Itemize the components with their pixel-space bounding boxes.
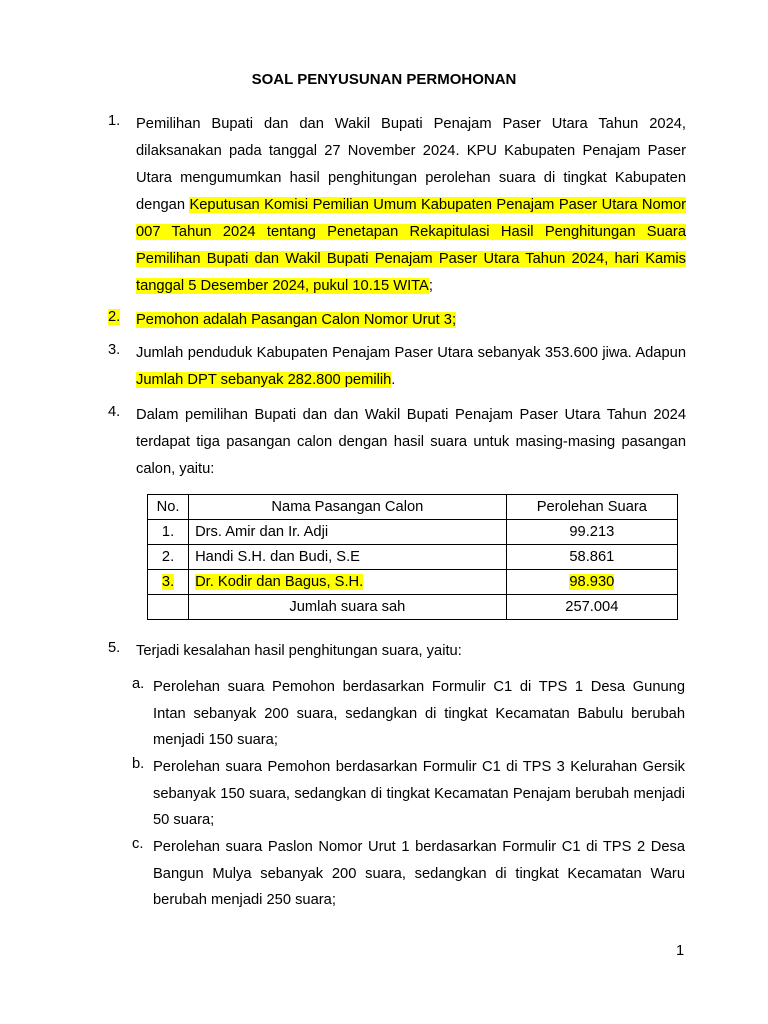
row-votes: 99.213 <box>506 520 677 545</box>
list-item-text: Jumlah penduduk Kabupaten Penajam Paser Utara sebanyak 353.600 jiwa. Adapun Jumlah DPT sebanyak 282.800 pemilih. <box>136 345 686 388</box>
total-label: Jumlah suara sah <box>189 595 507 620</box>
list-item-2 <box>108 307 686 334</box>
list-item-number: 2. <box>108 309 121 325</box>
sub-item-letter: a. <box>132 676 145 692</box>
highlighted-text: Pemohon adalah Pasangan Calon Nomor Urut 3; <box>136 312 457 328</box>
sub-item-letter: b. <box>132 756 145 772</box>
row-votes: 98.930 <box>506 570 677 595</box>
row-name: Drs. Amir dan Ir. Adji <box>189 520 507 545</box>
table-total-row <box>148 595 678 620</box>
row-name: Handi S.H. dan Budi, S.E <box>189 545 507 570</box>
row-no: 3. <box>148 570 189 595</box>
table-header-no: No. <box>148 495 189 520</box>
highlighted-text: Jumlah DPT sebanyak 282.800 pemilih <box>136 372 392 388</box>
table-row-highlighted <box>148 570 678 595</box>
list-item-number: 3. <box>108 342 121 358</box>
sub-item-letter: c. <box>132 836 144 852</box>
results-table <box>147 494 678 620</box>
sub-item-text: Perolehan suara Paslon Nomor Urut 1 berdasarkan Formulir C1 di TPS 2 Desa Bangun Mulya sebanyak 200 suara, sedangkan di tingkat Kecamatan Waru berubah menjadi 250 suara; <box>153 839 685 908</box>
list-item-number: 5. <box>108 640 121 656</box>
table-header-name: Nama Pasangan Calon <box>189 495 507 520</box>
sub-item-b <box>132 754 685 834</box>
list-item-number: 1. <box>108 113 121 129</box>
list-item-5 <box>108 638 686 665</box>
row-no: 2. <box>148 545 189 570</box>
list-item-text <box>136 307 686 334</box>
row-votes: 58.861 <box>506 545 677 570</box>
sub-item-text: Perolehan suara Pemohon berdasarkan Formulir C1 di TPS 3 Kelurahan Gersik sebanyak 150 suara, sedangkan di tingkat Kecamatan Penajam berubah menjadi 50 suara; <box>153 759 685 828</box>
page-title: SOAL PENYUSUNAN PERMOHONAN <box>251 71 517 88</box>
table-header-votes: Perolehan Suara <box>506 495 677 520</box>
table-header-row <box>148 495 678 520</box>
page-number: 1 <box>676 943 685 959</box>
list-item-number: 4. <box>108 404 121 420</box>
list-item-1 <box>108 111 686 300</box>
list-item-text: Pemilihan Bupati dan dan Wakil Bupati Penajam Paser Utara Tahun 2024, dilaksanakan pada tanggal 27 November 2024. KPU Kabupaten Penajam Paser Utara mengumumkan hasil penghitungan perolehan suara di tingkat Kabupaten dengan Keputusan Komisi Pemilian Umum Kabupaten Penajam Paser Utara Nomor 007 Tahun 2024 tentang Penetapan Rekapitulasi Hasil Penghitungan Suara Pemilihan Bupati dan Wakil Bupati Penajam Paser Utara Tahun 2024, hari Kamis tanggal 5 Desember 2024, pukul 10.15 WITA; <box>136 116 687 294</box>
row-name: Dr. Kodir dan Bagus, S.H. <box>189 570 507 595</box>
highlighted-text: Keputusan Komisi Pemilian Umum Kabupaten Penajam Paser Utara Nomor 007 Tahun 2024 tentang Penetapan Rekapitulasi Hasil Penghitungan Suara Pemilihan Bupati dan Wakil Bupati Penajam Paser Utara Tahun 2024, hari Kamis tanggal 5 Desember 2024, pukul 10.15 WITA <box>136 197 687 294</box>
row-no: 1. <box>148 520 189 545</box>
list-item-3 <box>108 340 686 394</box>
total-value: 257.004 <box>506 595 677 620</box>
sub-item-a <box>132 674 685 754</box>
list-item-text: Terjadi kesalahan hasil penghitungan suara, yaitu: <box>136 643 462 659</box>
sub-item-c <box>132 834 685 914</box>
table-row <box>148 520 678 545</box>
sub-item-text: Perolehan suara Pemohon berdasarkan Formulir C1 di TPS 1 Desa Gunung Intan sebanyak 200 suara, sedangkan di tingkat Kecamatan Babulu berubah menjadi 150 suara; <box>153 679 685 748</box>
list-item-4 <box>108 402 686 483</box>
table-row <box>148 545 678 570</box>
list-item-text: Dalam pemilihan Bupati dan dan Wakil Bupati Penajam Paser Utara Tahun 2024 terdapat tiga pasangan calon dengan hasil suara untuk masing-masing pasangan calon, yaitu: <box>136 407 686 477</box>
